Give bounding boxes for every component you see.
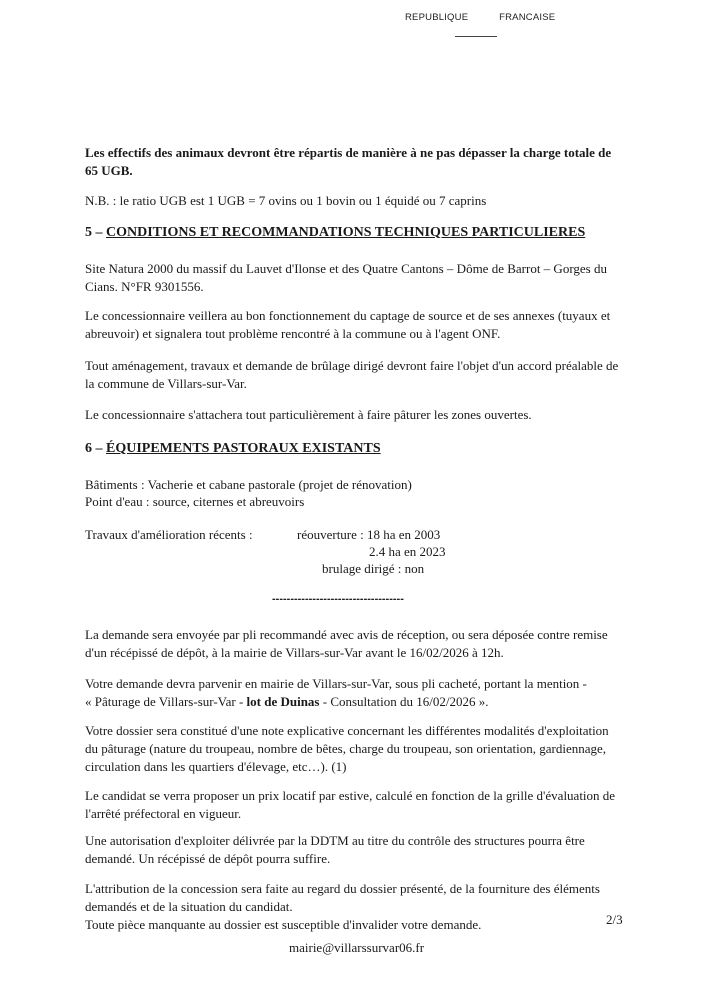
section-6-number: 6 – [85, 441, 106, 456]
captage-paragraph: Le concessionnaire veillera au bon fonctionnement du captage de source et de ses annexes (tuyaux et abreuvoir) et signalera tout problème rencontré à la commune ou à l'agent ONF. [85, 308, 611, 341]
autorisation-paragraph: Une autorisation d'exploiter délivrée par la DDTM au titre du contrôle des structures pourra être demandé. Un récépissé de dépôt pourra suffire. [85, 833, 585, 866]
ugb-charge-paragraph: Les effectifs des animaux devront être répartis de manière à ne pas dépasser la charge totale de 65 UGB. [85, 145, 612, 178]
lot-duinas: lot de Duinas [246, 694, 320, 709]
natura-2000-paragraph: Site Natura 2000 du massif du Lauvet d'Ilonse et des Quatre Cantons – Dôme de Barrot – Gorges du Cians. N°FR 9301556. [85, 261, 607, 294]
section-6-heading [85, 441, 381, 457]
zones-ouvertes-paragraph: Le concessionnaire s'attachera tout particulièrement à faire pâturer les zones ouvertes. [85, 407, 532, 422]
amenagement-paragraph: Tout aménagement, travaux et demande de brûlage dirigé devront faire l'objet d'un accord préalable de la commune de Villars-sur-Var. [85, 358, 619, 391]
travaux-label: Travaux d'amélioration récents : [85, 527, 253, 542]
header-republique: REPUBLIQUE [405, 12, 469, 23]
travaux-reouverture: réouverture : 18 ha en 2003 [297, 527, 441, 542]
section-6-title: ÉQUIPEMENTS PASTORAUX EXISTANTS [106, 441, 381, 456]
footer-email: mairie@villarssurvar06.fr [289, 940, 425, 955]
ugb-ratio-note: N.B. : le ratio UGB est 1 UGB = 7 ovins ou 1 bovin ou 1 équidé ou 7 caprins [85, 193, 487, 208]
envoi-demande-paragraph: La demande sera envoyée par pli recommandé avec avis de réception, ou sera déposée contre remise d'un récépissé de dépôt, à la mairie de Villars-sur-Var avant le 16/02/2026 à 12h. [85, 627, 608, 660]
mention-pre: « Pâturage de Villars-sur-Var - [85, 694, 247, 709]
point-eau-line: Point d'eau : source, citernes et abreuvoirs [85, 494, 305, 509]
travaux-reouverture-2023: 2.4 ha en 2023 [369, 544, 446, 559]
section-5-number: 5 – [85, 225, 106, 240]
mention-post: - Consultation du 16/02/2026 ». [319, 694, 489, 709]
piece-manquante-paragraph: Toute pièce manquante au dossier est susceptible d'invalider votre demande. [85, 917, 482, 932]
batiments-line: Bâtiments : Vacherie et cabane pastorale (projet de rénovation) [85, 477, 412, 492]
section-5-heading [85, 225, 585, 241]
mention-paragraph [85, 675, 621, 711]
mention-line-1: Votre demande devra parvenir en mairie de Villars-sur-Var, sous pli cacheté, portant la mention - [85, 676, 587, 691]
dashed-separator: ------------------------------------ [272, 593, 404, 605]
prix-locatif-paragraph: Le candidat se verra proposer un prix locatif par estive, calculé en fonction de la grille d'évaluation de l'arrêté préfectoral en vigueur. [85, 788, 616, 821]
page-number: 2/3 [606, 912, 623, 927]
header-rule [455, 36, 497, 37]
header-republique-francaise [405, 12, 555, 23]
dossier-paragraph: Votre dossier sera constitué d'une note explicative concernant les différentes modalités d'exploitation du pâturage (nature du troupeau, nombre de bêtes, charge du troupeau, son orientation, gardiennage, circulation dans les quartiers d'élevage, etc…). (1) [85, 723, 609, 774]
header-francaise: FRANCAISE [499, 12, 556, 23]
section-5-title: CONDITIONS ET RECOMMANDATIONS TECHNIQUES PARTICULIERES [106, 225, 586, 240]
attribution-paragraph: L'attribution de la concession sera faite au regard du dossier présenté, de la fourniture des éléments demandés et de la situation du candidat. [85, 881, 600, 914]
travaux-brulage: brulage dirigé : non [322, 561, 425, 576]
